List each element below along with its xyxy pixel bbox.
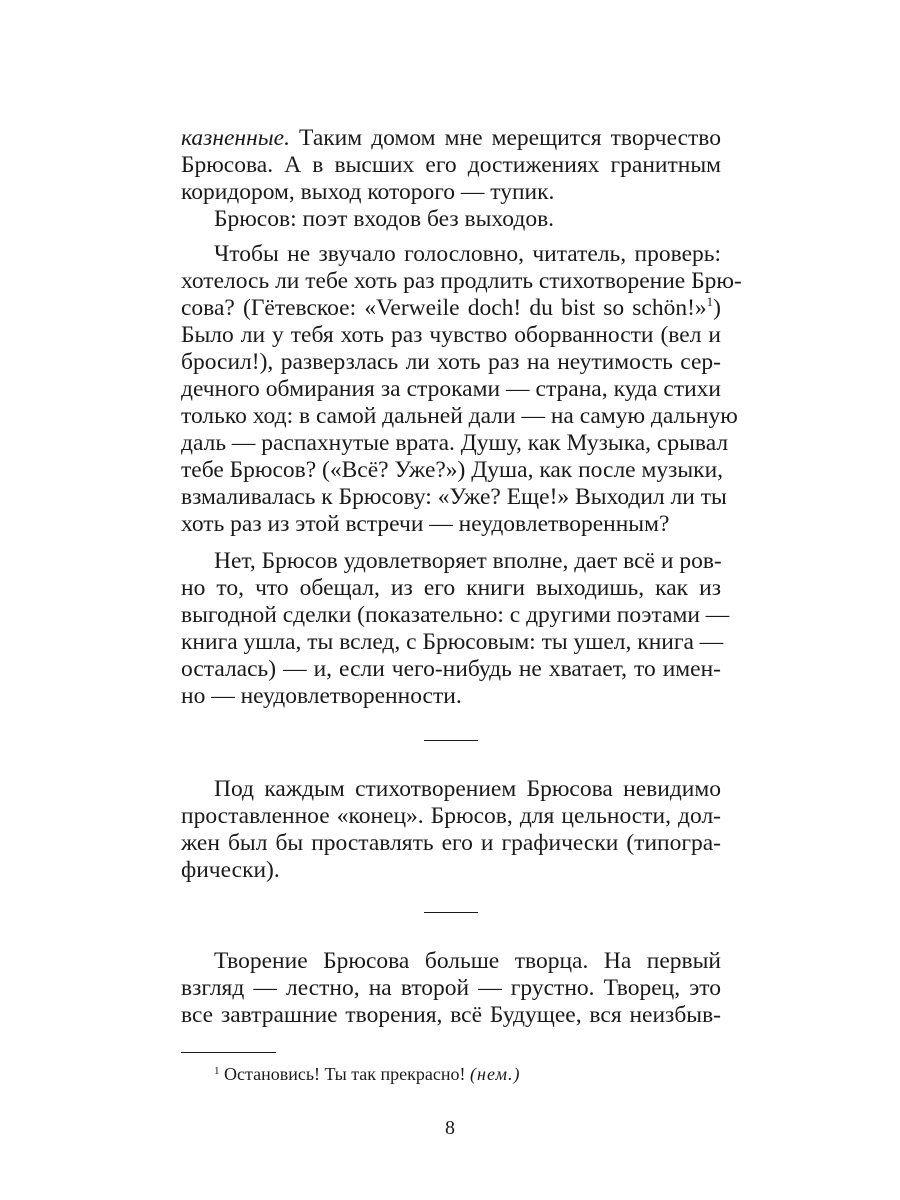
footnote-rule — [181, 1052, 276, 1053]
text-line: Брюсов: поэт входов без выходов. — [214, 206, 555, 232]
text-line — [181, 125, 721, 152]
text-line: но то, что обещал, из его книги выходишь, как из — [181, 575, 721, 601]
text-line: коридором, выход которого — тупик. — [181, 179, 555, 205]
text-line: хоть раз из этой встречи — неудовлетворенным? — [181, 511, 670, 537]
text-line: тебе Брюсов? («Всё? Уже?») Душа, как после музыки, — [181, 457, 724, 483]
footnote-language: (нем.) — [470, 1064, 521, 1084]
text-line: жен был бы проставлять его и графически (типогра- — [181, 830, 721, 856]
text-line: хотелось ли тебе хоть раз продлить стихотворение Брю- — [181, 268, 742, 294]
section-divider — [424, 740, 478, 741]
text-line: бросил!), разверзлась ли хоть раз на неутимость сер- — [181, 349, 721, 375]
text-span: Таким домом мне мерещится творчество — [289, 125, 721, 151]
footnote-reference: 1 — [706, 294, 714, 309]
text-line: только ход: в самой дальней дали — на самую дальную — [181, 403, 738, 429]
footnote — [214, 1060, 520, 1085]
text-line: взгляд — лестно, на второй — грустно. Творец, это — [181, 975, 721, 1001]
text-line: Было ли у тебя хоть раз чувство оборванности (вел и — [181, 322, 721, 348]
text-line: Творение Брюсова больше творца. На первый — [214, 948, 721, 974]
page-number: 8 — [445, 1117, 455, 1139]
text-line: Чтобы не звучало голословно, читатель, проверь: — [214, 241, 721, 267]
text-line: Нет, Брюсов удовлетворяет вполне, дает всё и ров- — [214, 548, 722, 574]
text-line: Брюсова. А в высших его достижениях гранитным — [181, 152, 721, 178]
text-line: Под каждым стихотворением Брюсова невидимо — [214, 776, 721, 802]
text-line: все завтрашние творения, всё Будущее, вся неизбыв- — [181, 1002, 721, 1028]
text-line: осталась) — и, если чего-нибудь не хватает, то имен- — [181, 656, 721, 682]
text-line: выгодной сделки (показательно: с другими поэтами — — [181, 602, 730, 628]
italic-word: казненные. — [181, 125, 290, 151]
footnote-marker: 1 — [214, 1065, 220, 1077]
text-line: даль — распахнутые врата. Душу, как Музыка, срывал — [181, 430, 729, 456]
text-span: сова? (Гётевское: «Verweile doch! du bist so schön!» — [181, 295, 707, 321]
text-line: проставленное «конец». Брюсов, для цельности, дол- — [181, 803, 721, 829]
text-line: дечного обмирания за строками — страна, куда стихи — [181, 376, 721, 402]
text-line: но — неудовлетворенности. — [181, 683, 462, 709]
text-line: фически). — [181, 857, 280, 883]
footnote-text: Остановись! Ты так прекрасно! — [224, 1064, 466, 1084]
text-span: ) — [713, 295, 721, 321]
section-divider — [424, 912, 478, 913]
text-line: взмаливалась к Брюсову: «Уже? Еще!» Выходил ли ты — [181, 484, 727, 510]
text-line: книга ушла, ты вслед, с Брюсовым: ты ушел, книга — — [181, 629, 724, 655]
text-line — [181, 295, 721, 322]
